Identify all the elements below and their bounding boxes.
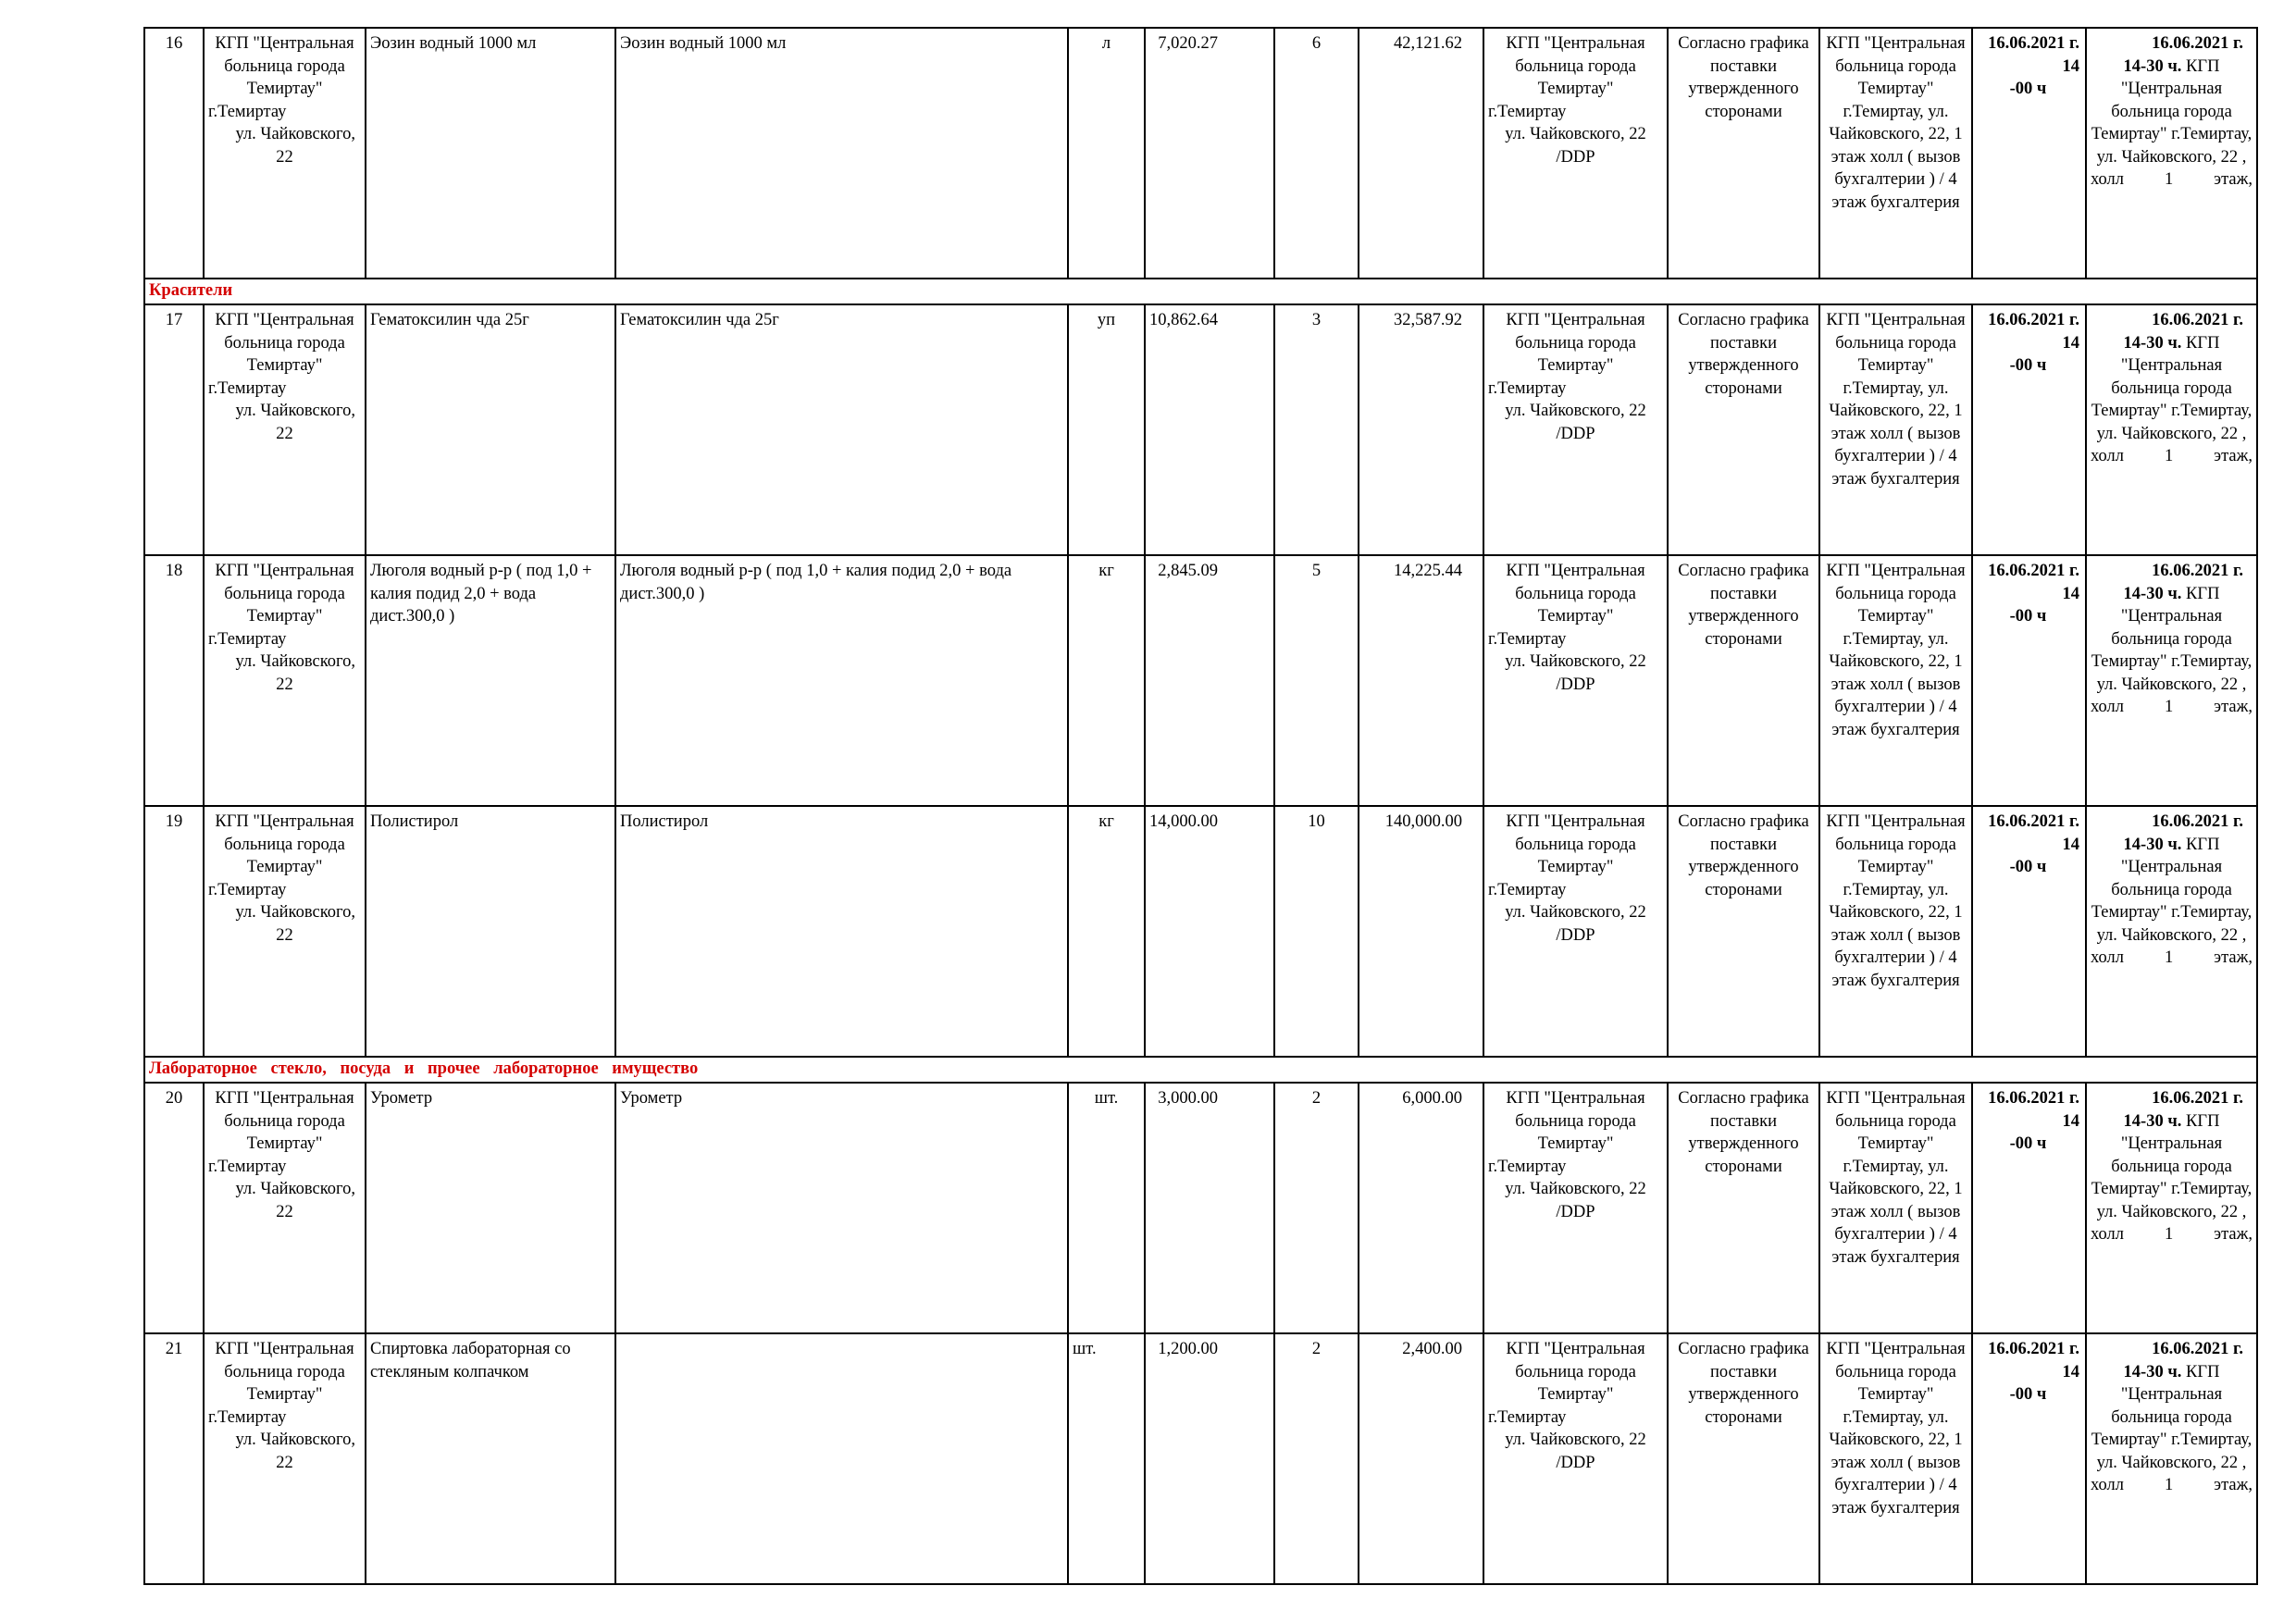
delivery-term: Согласно графика поставки утвержденного сторонами — [1668, 555, 1819, 806]
item-name: Люголя водный р-р ( под 1,0 + калия подид 2,0 + вода дист.300,0 ) — [366, 555, 615, 806]
delivery-place: КГП "Центральная больница города Темиртау" г.Темиртау, ул. Чайковского, 22, 1 этаж холл ( вызов бухгалтерии ) / 4 этаж бухгалтерия — [1819, 1333, 1972, 1584]
item-unit: шт. — [1068, 1083, 1145, 1333]
delivery-term: Согласно графика поставки утвержденного сторонами — [1668, 1083, 1819, 1333]
item-spec — [615, 1333, 1068, 1584]
item-name: Полистирол — [366, 806, 615, 1057]
deadline-cell: 16.06.2021 г. 14 -00 ч — [1972, 555, 2086, 806]
customer-cell: КГП "Центральная больница города Темиртау" г.Темиртау ул. Чайковского, 22 — [204, 1083, 366, 1333]
customer-cell: КГП "Центральная больница города Темиртау" г.Темиртау ул. Чайковского, 22 — [204, 555, 366, 806]
opening-cell: 16.06.2021 г. 14-30 ч. КГП "Центральная больница города Темиртау" г.Темиртау, ул. Чайковского, 22 , холл 1 этаж, — [2086, 28, 2257, 279]
table-row — [144, 555, 2257, 806]
item-qty: 2 — [1274, 1333, 1359, 1584]
table-row — [144, 1083, 2257, 1333]
deadline-cell: 16.06.2021 г. 14 -00 ч — [1972, 304, 2086, 555]
item-unit: уп — [1068, 304, 1145, 555]
item-sum: 2,400.00 — [1359, 1333, 1483, 1584]
table-row — [144, 806, 2257, 1057]
delivery-cell: КГП "Центральная больница города Темиртау" г.Темиртау ул. Чайковского, 22 /DDP — [1483, 28, 1668, 279]
row-number: 21 — [144, 1333, 204, 1584]
item-spec: Гематоксилин чда 25г — [615, 304, 1068, 555]
delivery-term: Согласно графика поставки утвержденного сторонами — [1668, 806, 1819, 1057]
item-price: 14,000.00 — [1145, 806, 1274, 1057]
category-label: Красители — [144, 279, 2257, 304]
procurement-table — [143, 27, 2258, 1585]
delivery-cell: КГП "Центральная больница города Темиртау" г.Темиртау ул. Чайковского, 22 /DDP — [1483, 806, 1668, 1057]
item-price: 1,200.00 — [1145, 1333, 1274, 1584]
opening-cell: 16.06.2021 г. 14-30 ч. КГП "Центральная больница города Темиртау" г.Темиртау, ул. Чайковского, 22 , холл 1 этаж, — [2086, 304, 2257, 555]
table-row — [144, 304, 2257, 555]
item-unit: л — [1068, 28, 1145, 279]
opening-cell: 16.06.2021 г. 14-30 ч. КГП "Центральная больница города Темиртау" г.Темиртау, ул. Чайковского, 22 , холл 1 этаж, — [2086, 555, 2257, 806]
customer-cell: КГП "Центральная больница города Темиртау" г.Темиртау ул. Чайковского, 22 — [204, 806, 366, 1057]
deadline-cell: 16.06.2021 г. 14 -00 ч — [1972, 1333, 2086, 1584]
item-qty: 10 — [1274, 806, 1359, 1057]
row-number: 16 — [144, 28, 204, 279]
item-spec: Люголя водный р-р ( под 1,0 + калия подид 2,0 + вода дист.300,0 ) — [615, 555, 1068, 806]
item-price: 3,000.00 — [1145, 1083, 1274, 1333]
delivery-cell: КГП "Центральная больница города Темиртау" г.Темиртау ул. Чайковского, 22 /DDP — [1483, 1333, 1668, 1584]
table-row — [144, 1333, 2257, 1584]
delivery-term: Согласно графика поставки утвержденного сторонами — [1668, 1333, 1819, 1584]
delivery-place: КГП "Центральная больница города Темиртау" г.Темиртау, ул. Чайковского, 22, 1 этаж холл ( вызов бухгалтерии ) / 4 этаж бухгалтерия — [1819, 806, 1972, 1057]
customer-cell: КГП "Центральная больница города Темиртау" г.Темиртау ул. Чайковского, 22 — [204, 1333, 366, 1584]
opening-cell: 16.06.2021 г. 14-30 ч. КГП "Центральная больница города Темиртау" г.Темиртау, ул. Чайковского, 22 , холл 1 этаж, — [2086, 1083, 2257, 1333]
item-spec: Урометр — [615, 1083, 1068, 1333]
row-number: 17 — [144, 304, 204, 555]
customer-cell: КГП "Центральная больница города Темиртау" г.Темиртау ул. Чайковского, 22 — [204, 304, 366, 555]
item-sum: 6,000.00 — [1359, 1083, 1483, 1333]
delivery-cell: КГП "Центральная больница города Темиртау" г.Темиртау ул. Чайковского, 22 /DDP — [1483, 1083, 1668, 1333]
item-price: 7,020.27 — [1145, 28, 1274, 279]
table-row — [144, 28, 2257, 279]
item-unit: кг — [1068, 555, 1145, 806]
category-label: Лабораторное стекло, посуда и прочее лабораторное имущество — [144, 1057, 2257, 1083]
deadline-cell: 16.06.2021 г. 14 -00 ч — [1972, 1083, 2086, 1333]
delivery-place: КГП "Центральная больница города Темиртау" г.Темиртау, ул. Чайковского, 22, 1 этаж холл ( вызов бухгалтерии ) / 4 этаж бухгалтерия — [1819, 1083, 1972, 1333]
customer-cell: КГП "Центральная больница города Темиртау" г.Темиртау ул. Чайковского, 22 — [204, 28, 366, 279]
item-sum: 32,587.92 — [1359, 304, 1483, 555]
delivery-place: КГП "Центральная больница города Темиртау" г.Темиртау, ул. Чайковского, 22, 1 этаж холл ( вызов бухгалтерии ) / 4 этаж бухгалтерия — [1819, 304, 1972, 555]
row-number: 19 — [144, 806, 204, 1057]
item-name: Гематоксилин чда 25г — [366, 304, 615, 555]
item-unit: шт. — [1068, 1333, 1145, 1584]
delivery-cell: КГП "Центральная больница города Темиртау" г.Темиртау ул. Чайковского, 22 /DDP — [1483, 555, 1668, 806]
item-price: 10,862.64 — [1145, 304, 1274, 555]
item-spec: Эозин водный 1000 мл — [615, 28, 1068, 279]
item-name: Эозин водный 1000 мл — [366, 28, 615, 279]
delivery-place: КГП "Центральная больница города Темиртау" г.Темиртау, ул. Чайковского, 22, 1 этаж холл ( вызов бухгалтерии ) / 4 этаж бухгалтерия — [1819, 28, 1972, 279]
item-qty: 2 — [1274, 1083, 1359, 1333]
delivery-place: КГП "Центральная больница города Темиртау" г.Темиртау, ул. Чайковского, 22, 1 этаж холл ( вызов бухгалтерии ) / 4 этаж бухгалтерия — [1819, 555, 1972, 806]
item-qty: 6 — [1274, 28, 1359, 279]
row-number: 18 — [144, 555, 204, 806]
delivery-term: Согласно графика поставки утвержденного сторонами — [1668, 28, 1819, 279]
item-name: Спиртовка лабораторная со стекляным колпачком — [366, 1333, 615, 1584]
item-price: 2,845.09 — [1145, 555, 1274, 806]
category-row — [144, 1057, 2257, 1083]
delivery-term: Согласно графика поставки утвержденного сторонами — [1668, 304, 1819, 555]
item-sum: 14,225.44 — [1359, 555, 1483, 806]
item-sum: 42,121.62 — [1359, 28, 1483, 279]
delivery-cell: КГП "Центральная больница города Темиртау" г.Темиртау ул. Чайковского, 22 /DDP — [1483, 304, 1668, 555]
item-qty: 3 — [1274, 304, 1359, 555]
item-spec: Полистирол — [615, 806, 1068, 1057]
row-number: 20 — [144, 1083, 204, 1333]
opening-cell: 16.06.2021 г. 14-30 ч. КГП "Центральная больница города Темиртау" г.Темиртау, ул. Чайковского, 22 , холл 1 этаж, — [2086, 806, 2257, 1057]
deadline-cell: 16.06.2021 г. 14 -00 ч — [1972, 806, 2086, 1057]
item-name: Урометр — [366, 1083, 615, 1333]
item-unit: кг — [1068, 806, 1145, 1057]
item-qty: 5 — [1274, 555, 1359, 806]
item-sum: 140,000.00 — [1359, 806, 1483, 1057]
opening-cell: 16.06.2021 г. 14-30 ч. КГП "Центральная больница города Темиртау" г.Темиртау, ул. Чайковского, 22 , холл 1 этаж, — [2086, 1333, 2257, 1584]
deadline-cell: 16.06.2021 г. 14 -00 ч — [1972, 28, 2086, 279]
category-row — [144, 279, 2257, 304]
